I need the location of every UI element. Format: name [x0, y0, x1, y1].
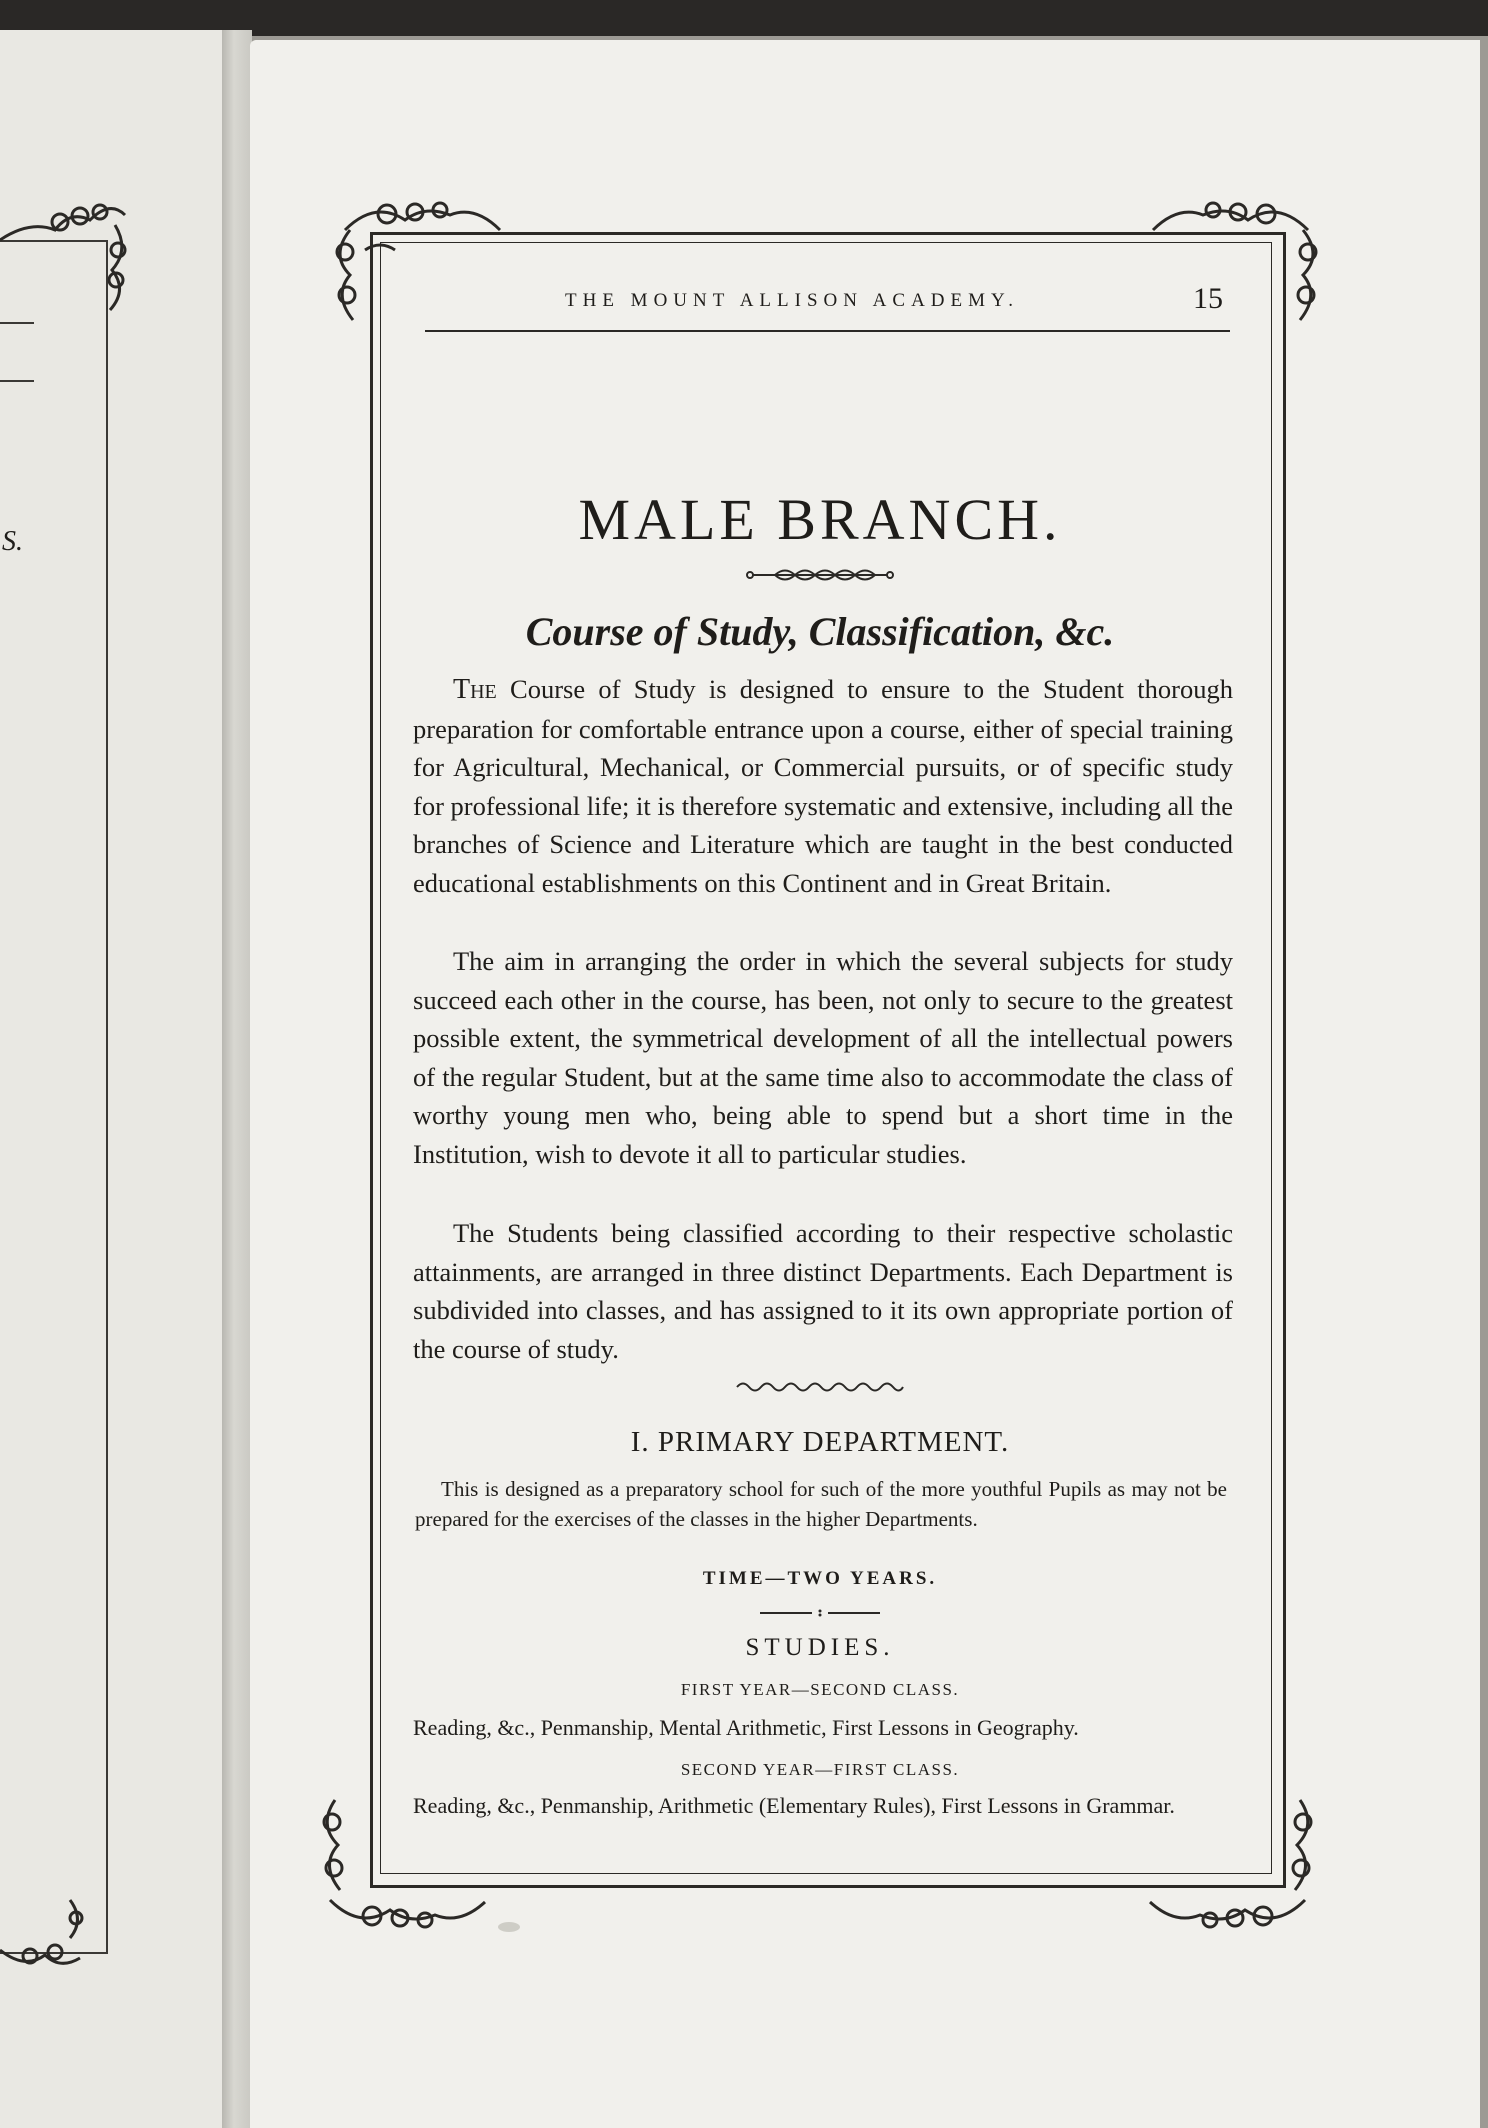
running-head-title: THE MOUNT ALLISON ACADEMY.: [565, 290, 1020, 311]
small-divider-icon: [760, 1608, 880, 1618]
paragraph-classification: The Students being classified according to their respective scholastic attainments, are arranged in three distinct Departments. Each Department is subdivided into classes, and has assigned to it its own appropriate portion of the course of study.: [413, 1218, 1233, 1364]
department-heading: I. PRIMARY DEPARTMENT.: [630, 1426, 1010, 1458]
first-year-subjects: Reading, &c., Penmanship, Mental Arithmetic, First Lessons in Geography.: [413, 1715, 1079, 1740]
left-page-frame: [0, 240, 108, 1954]
section-title: MALE BRANCH.: [578, 487, 1062, 552]
department-description: This is designed as a preparatory school for such of the more youthful Pupils as may not be prepared for the exercises of the classes in the higher Departments.: [415, 1477, 1227, 1531]
paragraph-text: Course of Study is designed to ensure to the Student thorough preparation for comfortable entrance upon a course, either of special training for Agricultural, Mechanical, or Commercial pursuits, or of specific study for professional life; it is therefore systematic and extensive, including all the branches of Science and Literature which are taught in the best conducted educational establishments on this Continent and in Great Britain.: [413, 674, 1233, 898]
page-number: 15: [1193, 282, 1223, 315]
left-page: [0, 30, 222, 2128]
paragraph-course-of-study: [413, 670, 1233, 902]
page-smudge: [498, 1922, 520, 1932]
title-flourish-icon: [745, 564, 895, 586]
second-year-heading: SECOND YEAR—FIRST CLASS.: [680, 1760, 960, 1779]
left-page-text-fragment: S.: [2, 526, 23, 557]
paragraph-aim: The aim in arranging the order in which the several subjects for study succeed each other in the course, has been, not only to secure to the greatest possible extent, the symmetrical development of all the intellectual powers of the regular Student, but at the same time also to accommodate the class of worthy young men who, being able to spend but a short time in the Institution, wish to devote it all to particular studies.: [413, 946, 1233, 1169]
paragraph-lead-word: The: [453, 674, 497, 705]
department-time: TIME—TWO YEARS.: [702, 1568, 938, 1589]
studies-heading: STUDIES.: [745, 1634, 895, 1661]
left-page-rule: [0, 380, 34, 382]
left-bottom-ornament-icon: [0, 1890, 90, 1980]
second-year-subjects: Reading, &c., Penmanship, Arithmetic (Elementary Rules), First Lessons in Grammar.: [413, 1793, 1175, 1818]
left-corner-ornament-icon: [0, 180, 135, 330]
first-year-heading: FIRST YEAR—SECOND CLASS.: [680, 1680, 960, 1699]
header-rule: [425, 330, 1230, 332]
section-subtitle: Course of Study, Classification, &c.: [525, 609, 1115, 654]
running-head: [405, 278, 1235, 328]
section-divider-icon: [735, 1378, 905, 1396]
book-gutter: [222, 30, 252, 2128]
